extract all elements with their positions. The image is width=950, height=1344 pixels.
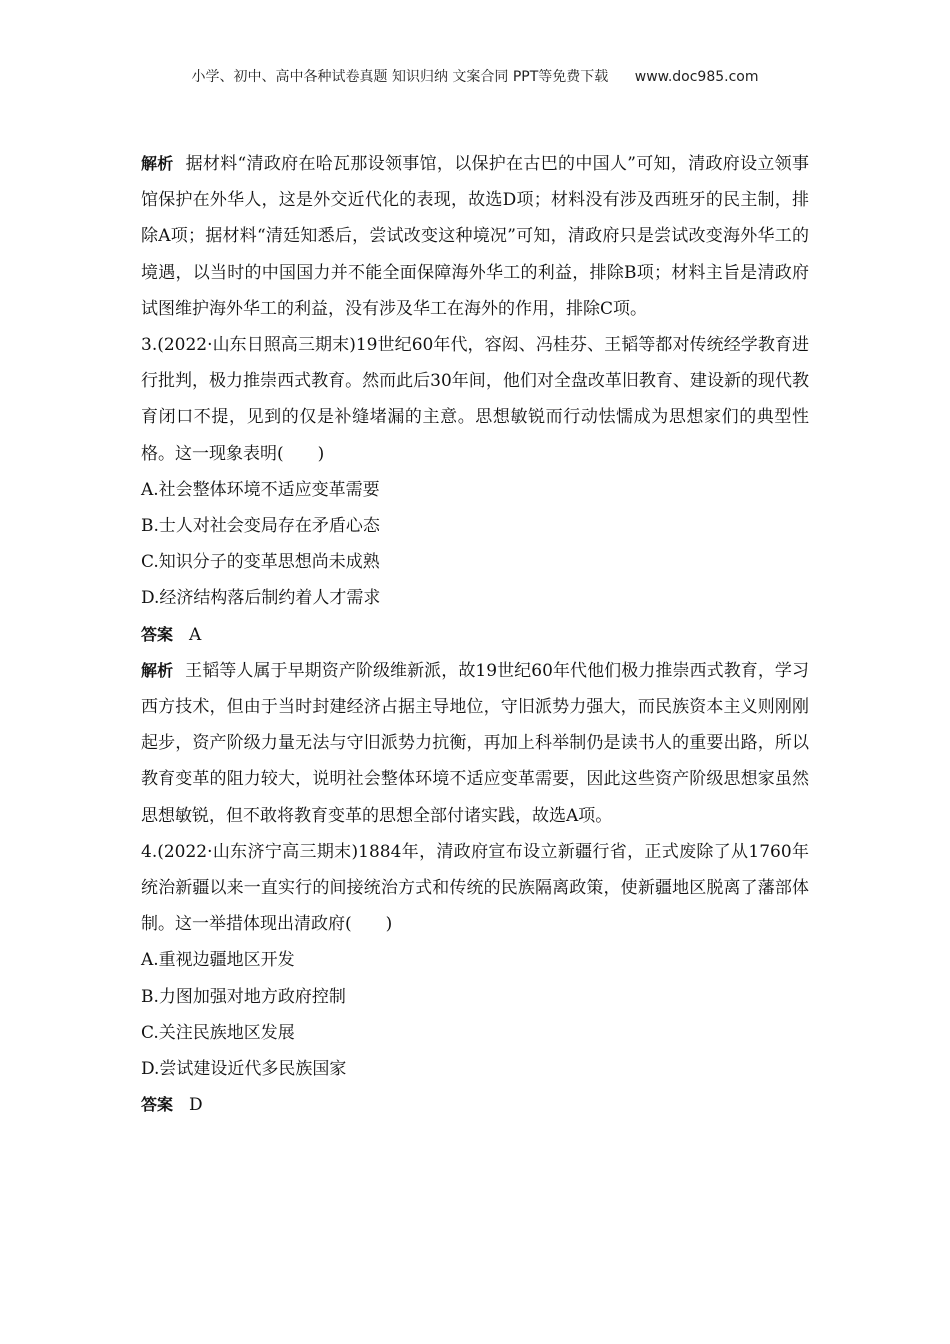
answer-value: D (189, 1095, 203, 1116)
header-site[interactable]: www.doc985.com (634, 69, 759, 85)
explanation-text: 王韬等人属于早期资产阶级维新派，故19世纪60年代他们极力推崇西式教育，学习西方技术，但由于当时封建经济占据主导地位，守旧派势力强大，而民族资本主义则刚刚起步，资产阶级力量无法与守旧派势力抗衡，再加上科举制仍是读书人的重要出路，所以教育变革的阻力较大，说明社会整体环境不适应变革需要，因此这些资产阶级思想家虽然思想敏锐，但不敢将教育变革的思想全部付诸实践，故选A项。 (141, 660, 809, 826)
question-4-option-a: A.重视边疆地区开发 (141, 950, 295, 971)
question-4-option-c: C.关注民族地区发展 (141, 1022, 295, 1043)
answer-label: 答案 (141, 624, 174, 644)
answer-value: A (189, 624, 202, 645)
explanation-label: 解析 (141, 154, 174, 173)
answer-label: 答案 (141, 1095, 174, 1115)
document-body (141, 146, 809, 1123)
page-header (0, 66, 950, 86)
question-3-stem: 3.(2022·山东日照高三期末)19世纪60年代，容闳、冯桂芬、王韬等都对传统经学教育进行批判，极力推崇西式教育。然而此后30年间，他们对全盘改革旧教育、建设新的现代教育闭口不提，见到的仅是补缝堵漏的主意。思想敏锐而行动怯懦成为思想家们的典型性格。这一现象表明( ) (141, 335, 809, 464)
question-4-option-b: B.力图加强对地方政府控制 (141, 986, 346, 1007)
question-3-option-b: B.士人对社会变局存在矛盾心态 (141, 516, 380, 537)
question-4-stem: 4.(2022·山东济宁高三期末)1884年，清政府宣布设立新疆行省，正式废除了从1760年统治新疆以来一直实行的间接统治方式和传统的民族隔离政策，使新疆地区脱离了藩部体制。这一举措体现出清政府( ) (141, 841, 809, 935)
explanation-text: 据材料“清政府在哈瓦那设领事馆，以保护在古巴的中国人”可知，清政府设立领事馆保护在外华人，这是外交近代化的表现，故选D项；材料没有涉及西班牙的民主制，排除A项；据材料“清廷知悉后，尝试改变这种境况”可知，清政府只是尝试改变海外华工的境遇，以当时的中国国力并不能全面保障海外华工的利益，排除B项；材料主旨是清政府试图维护海外华工的利益，没有涉及华工在海外的作用，排除C项。 (141, 154, 809, 319)
question-4-option-d: D.尝试建设近代多民族国家 (141, 1059, 347, 1080)
explanation-label: 解析 (141, 660, 174, 680)
question-3-explanation (141, 653, 809, 834)
question-4-answer (141, 1087, 809, 1123)
previous-explanation (141, 146, 809, 327)
question-3-option-a: A.社会整体环境不适应变革需要 (141, 479, 380, 500)
question-3-option-d: D.经济结构落后制约着人才需求 (141, 588, 381, 609)
question-3-answer (141, 617, 809, 653)
header-text: 小学、初中、高中各种试卷真题 知识归纳 文案合同 PPT等免费下载 (191, 69, 609, 85)
question-3-option-c: C.知识分子的变革思想尚未成熟 (141, 552, 380, 573)
